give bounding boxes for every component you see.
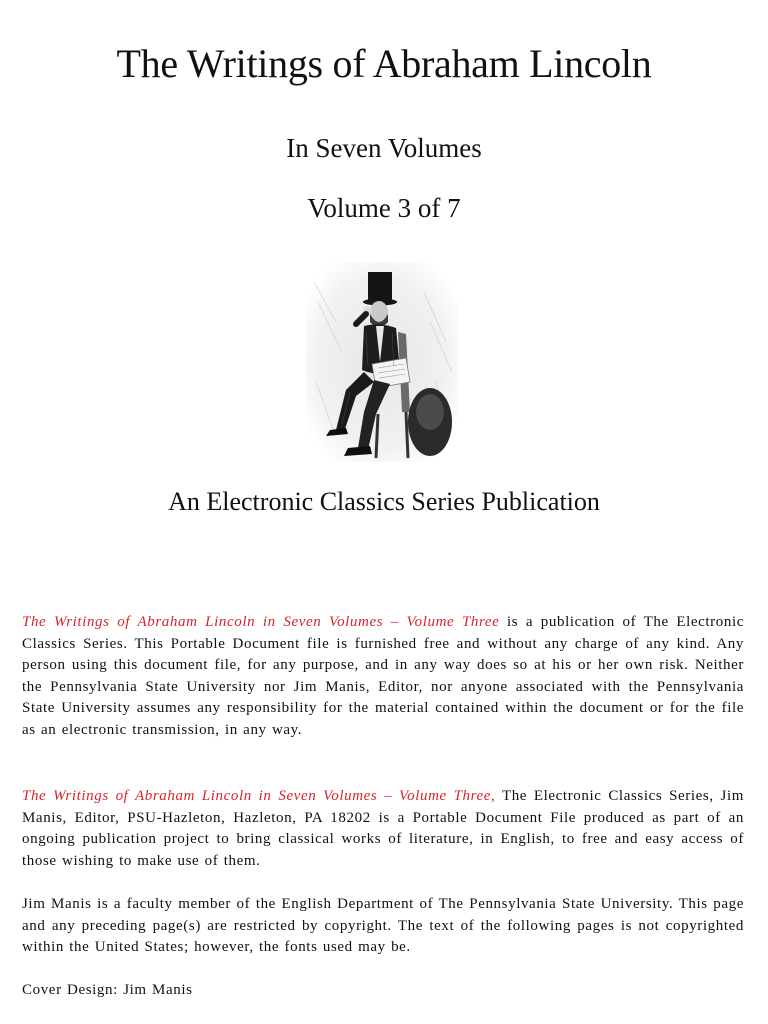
series-description-text: The Electronic Classics Series, Jim Manis, Editor, PSU-Hazleton, Hazleton, PA 18202 is a Portable Document File produced as part of an ongoing publication project to bring classical works of literature, in English, to free and easy access of those wishing to make use of them. — [22, 788, 744, 869]
work-title-italic: The Writings of Abraham Lincoln in Seven Volumes – Volume Three — [22, 614, 500, 630]
series-publication-line: An Electronic Classics Series Publication — [168, 487, 600, 516]
work-title-italic: The Writings of Abraham Lincoln in Seven Volumes – Volume Three, — [22, 788, 496, 804]
series-description-paragraph — [22, 786, 744, 872]
document-subtitle: In Seven Volumes — [286, 133, 482, 163]
editor-copyright-paragraph: Jim Manis is a faculty member of the English Department of The Pennsylvania State University. This page and any preceding page(s) are restricted by copyright. The text of the following pages is not copyrighted within the United States; however, the fonts used may be. — [22, 896, 744, 955]
lincoln-portrait-illustration — [306, 262, 458, 462]
publication-notice-paragraph — [22, 612, 744, 741]
cover-design-credit: Cover Design: Jim Manis — [22, 982, 193, 998]
publication-notice-text: is a publication of The Electronic Classics Series. This Portable Document file is furnished free and without any charge of any kind. Any person using this document file, for any purpose, and in any way does so at his or her own risk. Neither the Pennsylvania State University nor Jim Manis, Editor, nor anyone associated with the Pennsylvania State University assumes any responsibility for the material contained within the document or for the file as an electronic transmission, in any way. — [22, 614, 744, 738]
document-title: The Writings of Abraham Lincoln — [116, 41, 652, 86]
volume-label: Volume 3 of 7 — [307, 193, 461, 223]
